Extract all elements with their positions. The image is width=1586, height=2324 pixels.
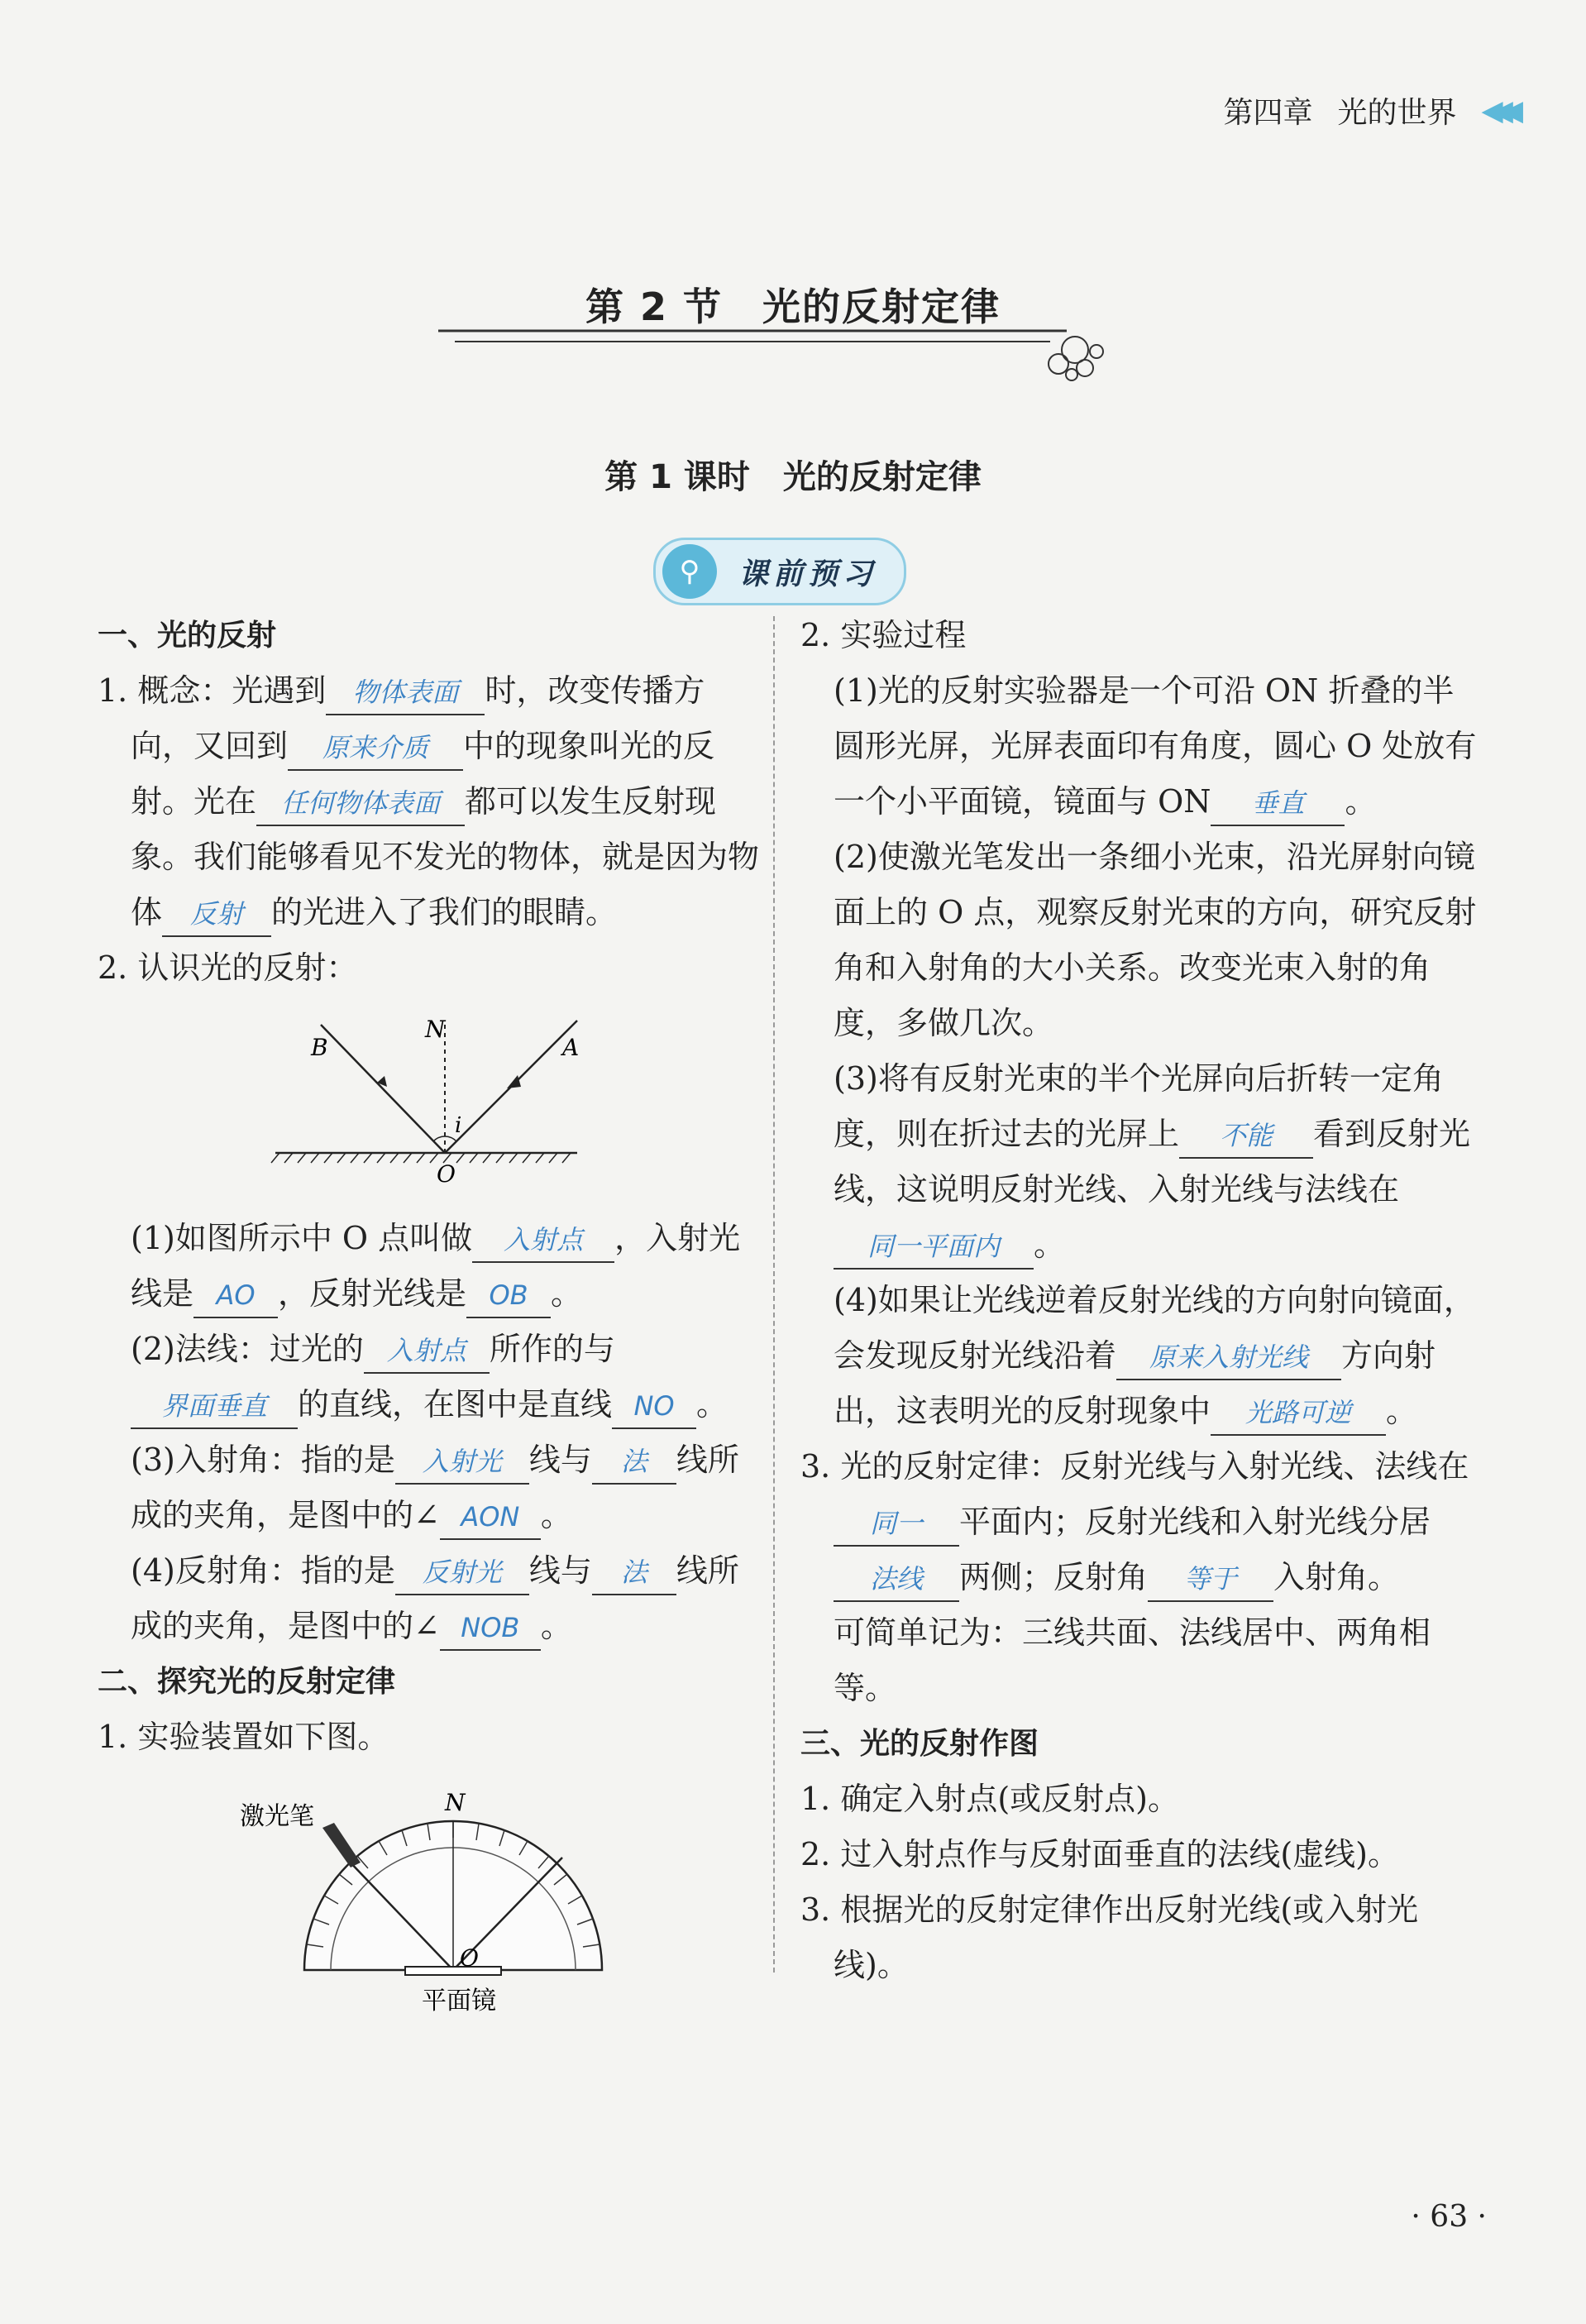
- text: 线所成的夹角，是图中的∠: [131, 1552, 739, 1644]
- answer-blank: 法: [592, 1440, 676, 1485]
- item-incident-angle: [98, 1432, 759, 1543]
- text: 两侧；反射角: [959, 1559, 1149, 1595]
- text: 所作的与: [489, 1331, 615, 1367]
- text: (1)光的反射实验器是一个可沿 ON 折叠的半圆形光屏，光屏表面印有角度，圆心 O 处放有一个小平面镜，镜面与 ON: [834, 672, 1477, 820]
- item-reflection-angle: [98, 1543, 759, 1654]
- answer-blank: AON: [440, 1495, 541, 1540]
- mirror-label: 平面镜: [422, 1987, 496, 2016]
- step-3: [800, 1051, 1479, 1273]
- answer-blank: 法线: [834, 1557, 959, 1602]
- answer-blank: 同一平面内: [834, 1225, 1034, 1270]
- text: 入射角。: [1273, 1559, 1400, 1595]
- chapter-title: 光的世界: [1337, 96, 1457, 130]
- draw-step-3: 3. 根据光的反射定律作出反射光线(或入射光线)。: [800, 1891, 1419, 1983]
- text: (4)如果让光线逆着反射光线的方向射向镜面，会发现反射光线沿着: [834, 1282, 1475, 1374]
- text: 。: [1345, 783, 1377, 820]
- text: 。: [540, 1608, 572, 1644]
- text: 。: [551, 1275, 583, 1312]
- answer-blank: 原来入射光线: [1116, 1336, 1341, 1380]
- text: (4)反射角：指的是: [131, 1552, 395, 1589]
- answer-blank: 任何物体表面: [256, 782, 465, 826]
- text: (3)将有反射光束的半个光屏向后折转一定角度，则在折过去的光屏上: [834, 1060, 1444, 1152]
- step-4: [800, 1273, 1479, 1439]
- label-i: i: [455, 1113, 462, 1138]
- left-column: [98, 608, 759, 2021]
- text: 1. 概念：光遇到: [98, 672, 327, 709]
- text: 平面内；反射光线和入射光线分居: [959, 1504, 1431, 1540]
- heading-reflection: 一、光的反射: [98, 619, 277, 653]
- preview-badge: [653, 538, 906, 605]
- lesson-title: 第 1 课时 光的反射定律: [604, 458, 982, 496]
- text: 看到反射光线，这说明反射光线、入射光线与法线在: [834, 1116, 1471, 1207]
- item-normal-line: [98, 1322, 759, 1432]
- badge-label: 课前预习: [738, 556, 878, 591]
- draw-step-2: 2. 过入射点作与反射面垂直的法线(虚线)。: [800, 1836, 1399, 1872]
- section-title: 第 2 节 光的反射定律: [585, 285, 1001, 329]
- answer-blank: AO: [193, 1274, 278, 1318]
- protractor-O: O: [460, 1944, 479, 1972]
- answer-blank: 等于: [1148, 1557, 1273, 1602]
- answer-blank: 入射点: [364, 1329, 490, 1374]
- answer-blank: NOB: [440, 1606, 541, 1651]
- answer-blank: 界面垂直: [131, 1384, 298, 1429]
- label-B: B: [311, 1034, 328, 1061]
- text: ，入射光线是: [131, 1220, 741, 1312]
- protractor-N: N: [445, 1789, 466, 1816]
- text: 。: [540, 1497, 572, 1533]
- text: 方向射出，这表明光的反射现象中: [834, 1337, 1436, 1429]
- concept-paragraph: [98, 663, 759, 940]
- answer-blank: 不能: [1179, 1114, 1313, 1159]
- chapter-label: 第四章: [1223, 96, 1313, 130]
- text: 的直线，在图中是直线: [298, 1386, 613, 1423]
- text: (3)入射角：指的是: [131, 1442, 395, 1478]
- page-header: [1224, 89, 1512, 132]
- step-1: [800, 663, 1479, 830]
- q2-heading: 2. 认识光的反射：: [98, 949, 358, 986]
- text: ，反射光线是: [278, 1275, 467, 1312]
- text: 。: [1386, 1393, 1418, 1429]
- item-incident-point: [98, 1211, 759, 1322]
- label-N: N: [425, 1016, 446, 1043]
- process-heading: 2. 实验过程: [800, 617, 967, 653]
- text: 时，改变传播方向，又回到: [131, 672, 705, 764]
- answer-blank: 法: [592, 1551, 676, 1595]
- text: (1)如图所示中 O 点叫做: [131, 1220, 473, 1256]
- text: (2)法线：过光的: [131, 1331, 364, 1367]
- text: 3. 光的反射定律：反射光线与入射光线、法线在: [800, 1448, 1469, 1485]
- answer-blank: 同一: [834, 1502, 959, 1547]
- step-2: (2)使激光笔发出一条细小光束，沿光屏射向镜面上的 O 点，观察反射光束的方向，研究反射角和入射角的大小关系。改变光束入射的角度，多做几次。: [834, 839, 1477, 1041]
- text: 中的现象叫光的反射。光在: [131, 728, 715, 820]
- answer-blank: 反射光: [395, 1551, 529, 1595]
- triangle-arrows-icon: ◀◀◀: [1481, 93, 1512, 127]
- page-number: · 63 ·: [1411, 2200, 1487, 2234]
- draw-step-1: 1. 确定入射点(或反射点)。: [800, 1781, 1179, 1817]
- heading-explore-law: 二、探究光的反射定律: [98, 1665, 396, 1699]
- answer-blank: 光路可逆: [1211, 1391, 1386, 1436]
- text: 线所成的夹角，是图中的∠: [131, 1442, 739, 1533]
- answer-blank: 入射点: [472, 1218, 614, 1263]
- text: 。: [1034, 1227, 1066, 1263]
- answer-blank: NO: [612, 1384, 696, 1429]
- heading-drawing: 三、光的反射作图: [800, 1727, 1039, 1761]
- answer-blank: 原来介质: [288, 726, 463, 771]
- answer-blank: 反射: [162, 892, 271, 937]
- setup-line: 1. 实验装置如下图。: [98, 1719, 389, 1755]
- text: 线与: [528, 1552, 592, 1589]
- protractor-diagram: [98, 1765, 759, 2021]
- location-pin-icon: ⚲: [662, 544, 717, 599]
- right-column: [800, 608, 1479, 1993]
- label-O: O: [437, 1160, 456, 1188]
- reflection-law: [800, 1439, 1479, 1605]
- text: 。: [696, 1386, 729, 1423]
- answer-blank: 入射光: [395, 1440, 529, 1485]
- answer-blank: 物体表面: [326, 671, 485, 715]
- answer-blank: 垂直: [1211, 782, 1345, 826]
- title-decoration: [438, 318, 1116, 393]
- laser-label: 激光笔: [240, 1802, 314, 1831]
- law-summary: 可简单记为：三线共面、法线居中、两角相等。: [834, 1614, 1431, 1706]
- answer-blank: OB: [466, 1274, 551, 1318]
- text: 都可以发生反射现象。我们能够看见不发光的物体，就是因为物体: [131, 783, 760, 930]
- reflection-diagram: [98, 996, 759, 1211]
- text: 线与: [528, 1442, 592, 1478]
- column-divider: [773, 616, 775, 1973]
- text: 的光进入了我们的眼睛。: [271, 894, 618, 930]
- label-A: A: [562, 1034, 580, 1061]
